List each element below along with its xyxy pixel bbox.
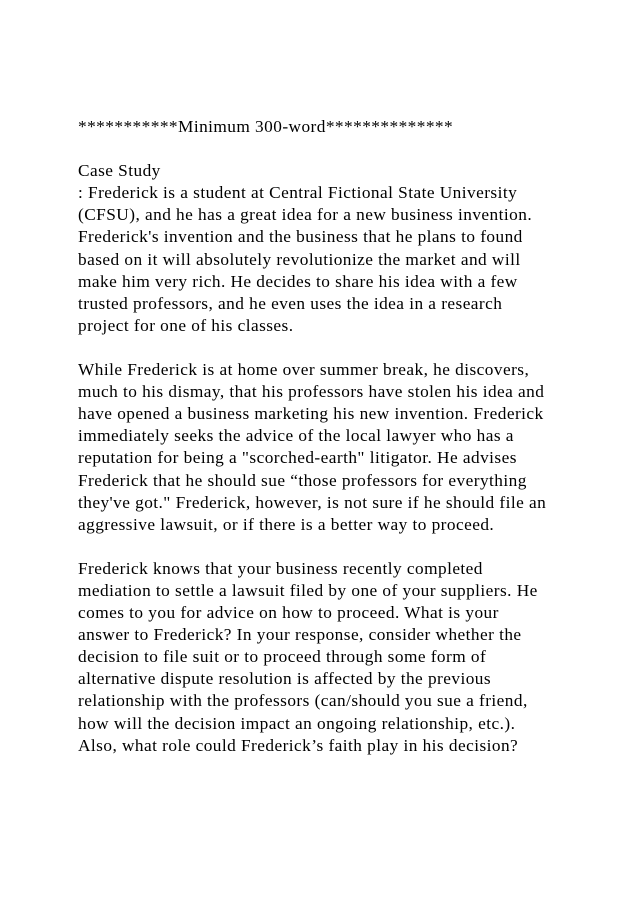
paragraph-line: answer to Frederick? In your response, consider whether the: [78, 625, 522, 645]
paragraph-line: project for one of his classes.: [78, 315, 294, 335]
paragraph-2: [78, 359, 623, 536]
spacer: [78, 337, 623, 359]
spacer: [78, 536, 623, 558]
paragraph-1: [78, 182, 623, 337]
paragraph-line: : Frederick is a student at Central Fictional State University: [78, 183, 518, 203]
paragraph-line: aggressive lawsuit, or if there is a better way to proceed.: [78, 514, 495, 534]
spacer: [78, 138, 623, 160]
paragraph-line: While Frederick is at home over summer break, he discovers,: [78, 360, 530, 380]
paragraph-3: [78, 558, 623, 757]
paragraph-line: Frederick's invention and the business that he plans to found: [78, 227, 523, 247]
paragraph-line: much to his dismay, that his professors have stolen his idea and: [78, 382, 545, 402]
paragraph-line: how will the decision impact an ongoing relationship, etc.).: [78, 713, 516, 733]
paragraph-line: they've got." Frederick, however, is not sure if he should file an: [78, 492, 547, 512]
paragraph-line: decision to file suit or to proceed through some form of: [78, 647, 487, 667]
paragraph-line: immediately seeks the advice of the local lawyer who has a: [78, 426, 514, 446]
paragraph-line: Also, what role could Frederick’s faith play in his decision?: [78, 735, 519, 755]
paragraph-line: alternative dispute resolution is affected by the previous: [78, 669, 492, 689]
paragraph-line: trusted professors, and he even uses the idea in a research: [78, 293, 503, 313]
paragraph-line: reputation for being a "scorched-earth" litigator. He advises: [78, 448, 517, 468]
document-body: [78, 116, 623, 757]
paragraph-line: make him very rich. He decides to share his idea with a few: [78, 271, 518, 291]
paragraph-line: comes to you for advice on how to proceed. What is your: [78, 603, 499, 623]
paragraph-line: (CFSU), and he has a great idea for a new business invention.: [78, 205, 533, 225]
word-count-header: ***********Minimum 300-word**************: [78, 117, 454, 136]
paragraph-line: relationship with the professors (can/should you sue a friend,: [78, 691, 528, 711]
paragraph-line: Frederick that he should sue “those professors for everything: [78, 470, 527, 490]
paragraph-line: based on it will absolutely revolutionize the market and will: [78, 249, 521, 269]
paragraph-line: mediation to settle a lawsuit filed by one of your suppliers. He: [78, 580, 538, 600]
paragraph-line: Frederick knows that your business recently completed: [78, 558, 483, 578]
paragraph-line: have opened a business marketing his new invention. Frederick: [78, 404, 544, 424]
case-study-heading: Case Study: [78, 161, 161, 181]
